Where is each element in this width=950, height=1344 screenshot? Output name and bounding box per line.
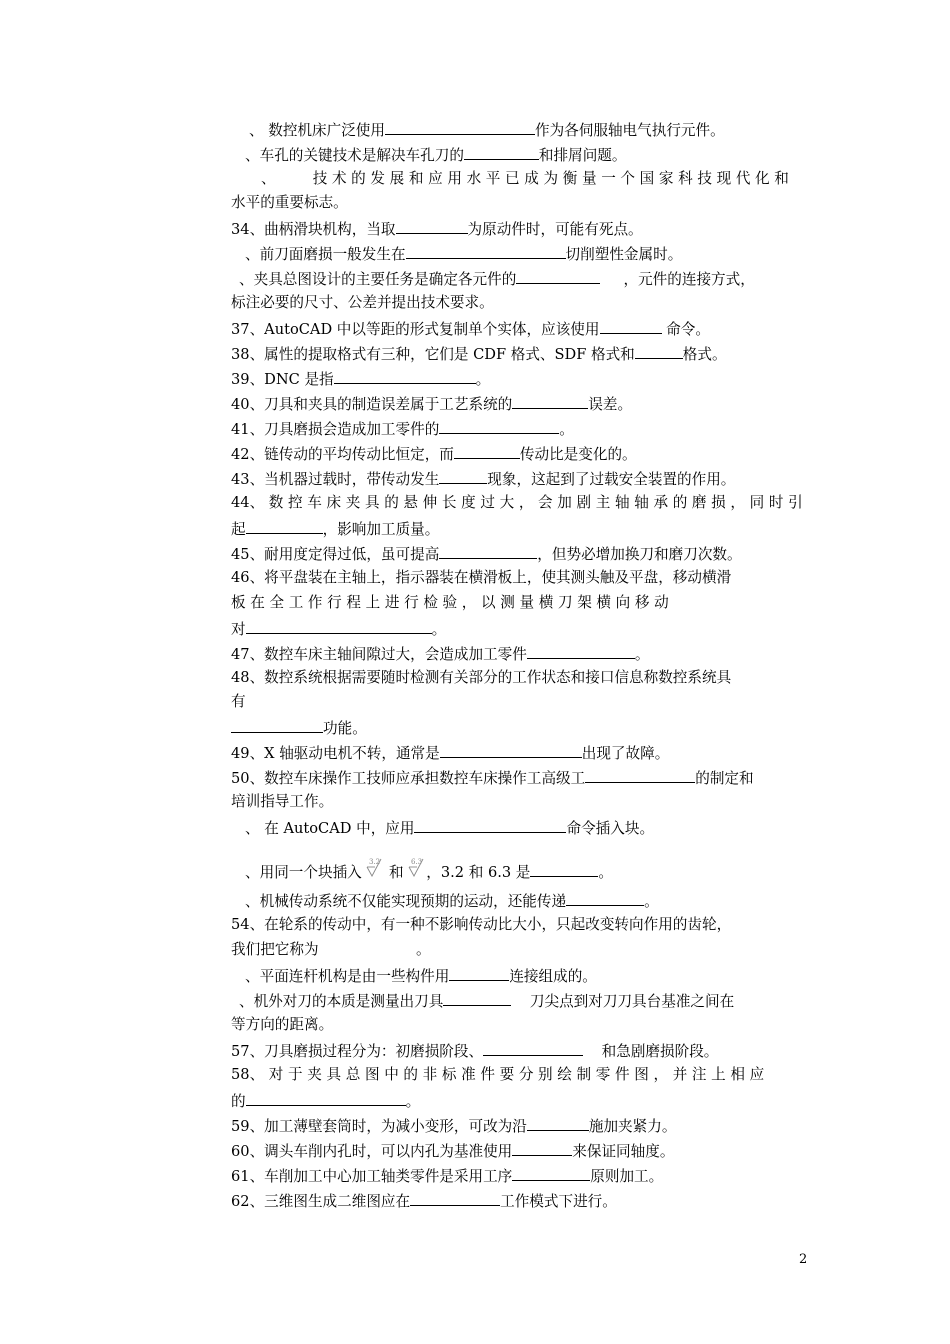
question-text: 传动比是变化的。 [519, 446, 637, 463]
answer-blank[interactable] [439, 469, 487, 484]
question-line [231, 1141, 807, 1161]
question-text: 62、三维图生成二维图应在 [231, 1193, 411, 1210]
answer-blank[interactable] [600, 319, 662, 334]
question-line [231, 294, 807, 312]
question-line [231, 916, 807, 934]
answer-blank[interactable] [246, 519, 323, 534]
question-text: 有 [231, 693, 246, 710]
question-text: 60、调头车削内孔时，可以内孔为基准使用 [231, 1143, 513, 1160]
question-text: 。 [405, 1093, 421, 1110]
question-text: 、前刀面磨损一般发生在 [245, 246, 406, 263]
question-text: 57、刀具磨损过程分为：初磨损阶段、 [231, 1043, 484, 1060]
question-line [231, 1041, 807, 1061]
question-text: 命令。 [661, 321, 710, 338]
question-text: 对 [231, 621, 246, 638]
question-line [231, 319, 807, 339]
page-number: 2 [799, 1252, 808, 1267]
question-text: 为原动件时，可能有死点。 [467, 221, 643, 238]
question-text: 38、属性的提取格式有三种，它们是 CDF 格式、SDF 格式和 [231, 346, 635, 363]
question-text: 我们把它称为 。 [231, 941, 431, 958]
question-line [231, 469, 807, 489]
question-text: 来保证同轴度。 [572, 1143, 675, 1160]
question-line [231, 1016, 807, 1034]
question-text: 50、数控车床操作工技师应承担数控车床操作工高级工 [231, 770, 586, 787]
question-text: 。 [475, 371, 491, 388]
question-line [231, 519, 807, 539]
question-text: 44、 数 控 车 床 夹 具 的 悬 伸 长 度 过 大 ， 会 加 剧 主 轴 轴 承 的 磨 损 ， 同 时 引 [231, 494, 803, 511]
question-text: 格式。 [682, 346, 727, 363]
question-line [231, 1091, 807, 1111]
question-text: 39、DNC 是指 [231, 371, 334, 388]
question-text: 。 [559, 421, 574, 438]
surface-roughness-symbol-icon [366, 858, 384, 876]
question-line [231, 619, 807, 639]
answer-blank[interactable] [464, 145, 539, 160]
answer-blank[interactable] [585, 768, 695, 783]
question-text: 标注必要的尺寸、公差并提出技术要求。 [231, 294, 494, 311]
question-line [231, 1166, 807, 1186]
answer-blank[interactable] [530, 862, 598, 877]
answer-blank[interactable] [449, 966, 509, 981]
answer-blank[interactable] [483, 1041, 583, 1056]
answer-blank[interactable] [246, 619, 432, 634]
question-line [231, 718, 807, 738]
question-line [261, 170, 837, 188]
answer-blank[interactable] [512, 1141, 572, 1156]
question-text: 误差。 [588, 396, 633, 413]
question-line [231, 644, 807, 664]
surface-roughness-symbol-icon [408, 858, 426, 876]
question-text: 、车孔的关键技术是解决车孔刀的 [245, 147, 464, 164]
question-text: 58、 对 于 夹 具 总 图 中 的 非 标 准 件 要 分 别 绘 制 零 件 图 ， 并 注 上 相 应 [231, 1066, 765, 1083]
answer-blank[interactable] [454, 444, 520, 459]
question-line [245, 818, 821, 838]
question-text: 功能。 [323, 720, 367, 737]
question-text: 59、加工薄壁套筒时，为减小变形，可改为沿 [231, 1118, 527, 1135]
question-text: 、机外对刀的本质是测量出刀具 [239, 993, 444, 1010]
question-text: 、夹具总图设计的主要任务是确定各元件的 [239, 271, 517, 288]
answer-blank[interactable] [443, 991, 511, 1006]
question-text: 、平面连杆机构是由一些构件用 [245, 968, 450, 985]
answer-blank[interactable] [414, 818, 566, 833]
question-text: 和 [384, 864, 409, 881]
answer-blank[interactable] [512, 1166, 590, 1181]
question-line [245, 244, 821, 264]
question-text: 43、当机器过载时，带传动发生 [231, 471, 440, 488]
answer-blank[interactable] [231, 718, 323, 733]
question-line [231, 494, 807, 512]
question-text: 48、数控系统根据需要随时检测有关部分的工作状态和接口信息称数控系统具 [231, 669, 732, 686]
question-line [231, 669, 807, 687]
question-line [231, 1191, 807, 1211]
question-line [231, 569, 807, 587]
question-line [231, 1116, 807, 1136]
question-text: 水平的重要标志。 [231, 194, 348, 211]
answer-blank[interactable] [516, 269, 600, 284]
question-line [231, 693, 807, 711]
answer-blank[interactable] [440, 743, 582, 758]
question-text: 、 在 AutoCAD 中，应用 [245, 820, 415, 837]
svg-text:3.2: 3.2 [369, 858, 381, 866]
question-text: 41、刀具磨损会造成加工零件的 [231, 421, 440, 438]
question-text: 45、耐用度定得过低，虽可提高 [231, 546, 440, 563]
answer-blank[interactable] [246, 1091, 406, 1106]
question-line [239, 991, 815, 1011]
question-text: 的 [231, 1093, 246, 1110]
question-text: 46、将平盘装在主轴上，指示器装在横滑板上，使其测头触及平盘，移动横滑 [231, 569, 732, 586]
question-text: 施加夹紧力。 [588, 1118, 677, 1135]
question-text: 、用同一个块插入 [245, 864, 367, 881]
question-text: 、 技 术 的 发 展 和 应 用 水 平 已 成 为 衡 量 一 个 国 家 科 技 现 代 化 和 [261, 170, 789, 187]
question-text: 现象，这起到了过载安全装置的作用。 [487, 471, 736, 488]
question-line [245, 858, 821, 882]
question-line [245, 891, 821, 911]
question-line [239, 269, 815, 289]
question-text: 40、刀具和夹具的制造误差属于工艺系统的 [231, 396, 513, 413]
question-line [231, 419, 807, 439]
question-text: 34、曲柄滑块机构，当取 [231, 221, 396, 238]
question-text: 。 [431, 621, 447, 638]
question-text: 54、在轮系的传动中，有一种不影响传动比大小，只起改变转向作用的齿轮， [231, 916, 732, 933]
question-text: 和排屑问题。 [538, 147, 627, 164]
question-text: 37、AutoCAD 中以等距的形式复制单个实体，应该使用 [231, 321, 600, 338]
question-line [231, 444, 807, 464]
question-text: 培训指导工作。 [231, 793, 334, 810]
question-line [231, 219, 807, 239]
question-text: ，影响加工质量。 [322, 521, 440, 538]
question-text: 的制定和 [695, 770, 754, 787]
question-line [231, 768, 807, 788]
question-line [231, 344, 807, 364]
question-text: 板 在 全 工 作 行 程 上 进 行 检 验 ， 以 测 量 横 刀 架 横 向 移 动 [231, 594, 669, 611]
question-text: 和急剧磨损阶段。 [583, 1043, 719, 1060]
question-text: 、机械传动系统不仅能实现预期的运动，还能传递 [245, 893, 567, 910]
answer-blank[interactable] [439, 544, 537, 559]
question-line [231, 594, 807, 612]
answer-blank[interactable] [635, 344, 683, 359]
question-text: 等方向的距离。 [231, 1016, 334, 1033]
answer-blank[interactable] [527, 644, 635, 659]
question-line [245, 145, 821, 165]
question-text: 起 [231, 521, 246, 538]
question-line [231, 394, 807, 414]
answer-blank[interactable] [566, 891, 644, 906]
question-line [231, 369, 807, 389]
answer-blank[interactable] [410, 1191, 500, 1206]
question-text: 49、X 轴驱动电机不转，通常是 [231, 745, 440, 762]
question-text: 。 [598, 864, 613, 881]
question-text: 连接组成的。 [509, 968, 597, 985]
svg-text:6.3: 6.3 [411, 858, 423, 866]
question-text: ，但势必增加换刀和磨刀次数。 [537, 546, 742, 563]
question-text: 。 [634, 646, 650, 663]
answer-blank[interactable] [385, 120, 535, 135]
question-text: 、 数控机床广泛使用 [249, 122, 385, 139]
question-text: 命令插入块。 [566, 820, 655, 837]
answer-blank[interactable] [334, 369, 476, 384]
question-line [231, 793, 807, 811]
question-line [231, 1066, 807, 1084]
question-text: ，元件的连接方式， [600, 271, 755, 288]
question-text: 。 [644, 893, 659, 910]
question-line [231, 743, 807, 763]
question-text: 42、链传动的平均传动比恒定，而 [231, 446, 454, 463]
question-line [249, 120, 825, 140]
question-text: 工作模式下进行。 [500, 1193, 617, 1210]
question-text: 出现了故障。 [581, 745, 670, 762]
question-text: ，3.2 和 6.3 是 [426, 864, 531, 881]
answer-blank[interactable] [439, 419, 559, 434]
question-line [231, 941, 807, 959]
question-text: 刀尖点到对刀刀具台基准之间在 [511, 993, 735, 1010]
question-text: 作为各伺服轴电气执行元件。 [534, 122, 725, 139]
question-line [245, 966, 821, 986]
answer-blank[interactable] [406, 244, 566, 259]
answer-blank[interactable] [527, 1116, 589, 1131]
answer-blank[interactable] [396, 219, 468, 234]
question-text: 原则加工。 [590, 1168, 664, 1185]
answer-blank[interactable] [512, 394, 588, 409]
question-text: 61、车削加工中心加工轴类零件是采用工序 [231, 1168, 513, 1185]
question-line [231, 544, 807, 564]
question-line [231, 194, 807, 212]
question-text: 切削塑性金属时。 [565, 246, 683, 263]
question-text: 47、数控车床主轴间隙过大，会造成加工零件 [231, 646, 527, 663]
